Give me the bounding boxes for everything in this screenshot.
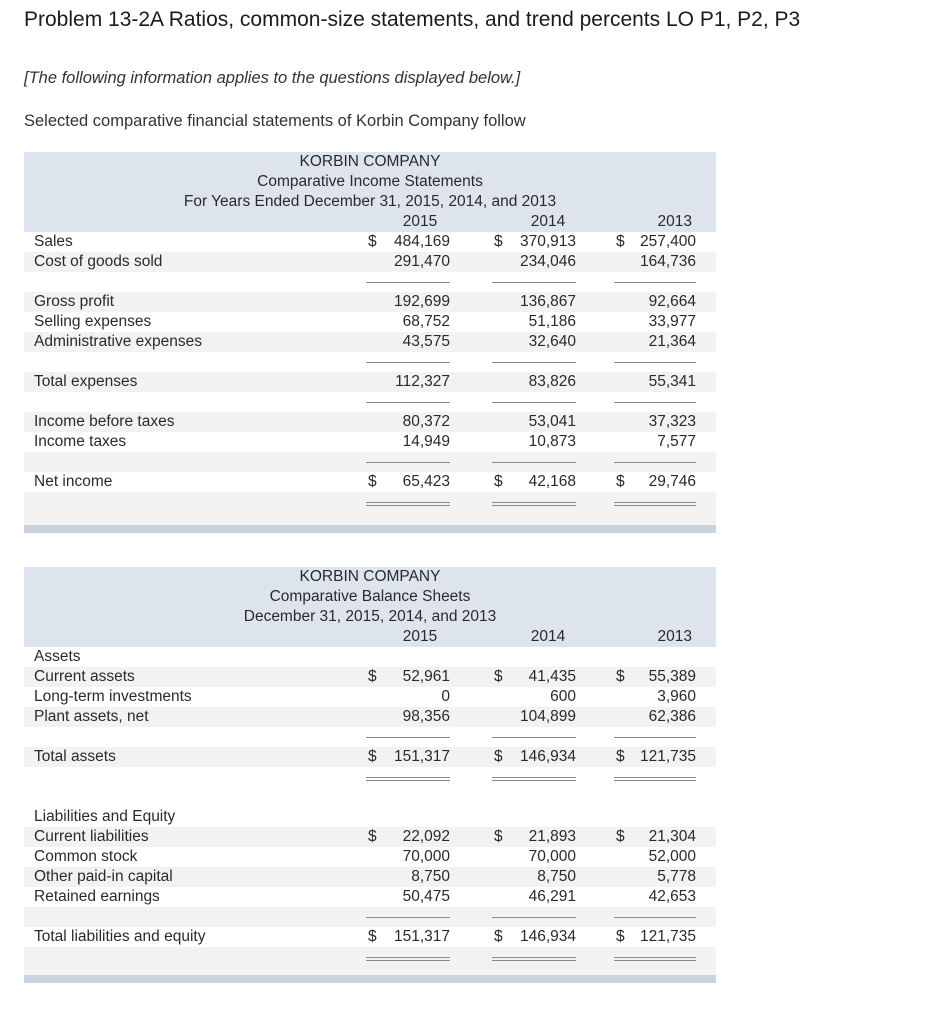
cell-value: 32,640 bbox=[528, 333, 576, 350]
cell-value: 370,913 bbox=[519, 233, 576, 250]
page-title: Problem 13-2A Ratios, common-size statements, and trend percents LO P1, P2, P3 bbox=[24, 8, 801, 31]
income-statement-header bbox=[24, 152, 716, 232]
table-row bbox=[24, 927, 716, 947]
table-row bbox=[24, 432, 716, 452]
cell-value: 21,364 bbox=[648, 333, 696, 350]
table-end-bar bbox=[24, 525, 716, 533]
table-row bbox=[24, 887, 716, 907]
table-row bbox=[24, 667, 716, 687]
cell-value: 83,826 bbox=[528, 373, 576, 390]
rule-row bbox=[24, 727, 716, 747]
year-header: 2013 bbox=[657, 213, 692, 230]
row-label: Income taxes bbox=[34, 433, 127, 450]
row-label: Total assets bbox=[34, 748, 116, 765]
table-row bbox=[24, 472, 716, 492]
double-rule-row bbox=[24, 492, 716, 525]
cell-value: 10,873 bbox=[528, 433, 576, 450]
double-rule-row bbox=[24, 767, 716, 787]
cell-value: 8,750 bbox=[411, 868, 450, 885]
cell-value: 52,000 bbox=[648, 848, 696, 865]
row-label: Plant assets, net bbox=[34, 708, 149, 725]
table-row bbox=[24, 847, 716, 867]
cell-value: 42,653 bbox=[648, 888, 696, 905]
dollar-sign: $ bbox=[368, 668, 377, 685]
dollar-sign: $ bbox=[616, 668, 625, 685]
table-row bbox=[24, 687, 716, 707]
cell-value: 5,778 bbox=[657, 868, 696, 885]
cell-value: 192,699 bbox=[393, 293, 450, 310]
cell-value: 484,169 bbox=[393, 233, 450, 250]
dollar-sign: $ bbox=[616, 233, 625, 250]
row-label: Net income bbox=[34, 473, 113, 490]
dollar-sign: $ bbox=[368, 473, 377, 490]
rule-row bbox=[24, 272, 716, 292]
table-row bbox=[24, 312, 716, 332]
statement-period: For Years Ended December 31, 2015, 2014, and 2013 bbox=[183, 193, 557, 210]
dollar-sign: $ bbox=[494, 233, 503, 250]
table-row bbox=[24, 707, 716, 727]
table-row bbox=[24, 747, 716, 767]
cell-value: 55,389 bbox=[648, 668, 696, 685]
row-label: Selling expenses bbox=[34, 313, 152, 330]
cell-value: 52,961 bbox=[402, 668, 450, 685]
row-label: Sales bbox=[34, 233, 73, 250]
cell-value: 234,046 bbox=[519, 253, 576, 270]
balance-sheet-header bbox=[24, 567, 716, 647]
year-header: 2015 bbox=[402, 213, 438, 230]
row-label: Income before taxes bbox=[34, 413, 175, 430]
dollar-sign: $ bbox=[616, 473, 625, 490]
section-heading-row bbox=[24, 647, 716, 667]
intro-text: Selected comparative financial statements of Korbin Company follow bbox=[24, 112, 526, 130]
cell-value: 21,893 bbox=[528, 828, 576, 845]
cell-value: 7,577 bbox=[657, 433, 696, 450]
dollar-sign: $ bbox=[616, 928, 625, 945]
dollar-sign: $ bbox=[616, 748, 625, 765]
year-header: 2014 bbox=[530, 213, 566, 230]
cell-value: 53,041 bbox=[528, 413, 576, 430]
row-label: Cost of goods sold bbox=[34, 253, 163, 270]
section-heading: Assets bbox=[34, 648, 81, 665]
table-row bbox=[24, 867, 716, 887]
cell-value: 70,000 bbox=[402, 848, 450, 865]
table-end-bar bbox=[24, 975, 716, 983]
row-label: Current liabilities bbox=[34, 828, 149, 845]
cell-value: 121,735 bbox=[639, 748, 696, 765]
dollar-sign: $ bbox=[494, 928, 503, 945]
dollar-sign: $ bbox=[368, 748, 377, 765]
cell-value: 50,475 bbox=[402, 888, 450, 905]
info-note: [The following information applies to the questions displayed below.] bbox=[24, 69, 521, 87]
rule-row bbox=[24, 452, 716, 472]
row-label: Total expenses bbox=[34, 373, 138, 390]
cell-value: 257,400 bbox=[639, 233, 696, 250]
cell-value: 80,372 bbox=[402, 413, 450, 430]
cell-value: 55,341 bbox=[648, 373, 696, 390]
year-header-row bbox=[24, 212, 716, 232]
cell-value: 8,750 bbox=[537, 868, 576, 885]
cell-value: 121,735 bbox=[639, 928, 696, 945]
row-label: Total liabilities and equity bbox=[34, 928, 206, 945]
dollar-sign: $ bbox=[494, 473, 503, 490]
cell-value: 104,899 bbox=[519, 708, 576, 725]
cell-value: 29,746 bbox=[648, 473, 696, 490]
rule-row bbox=[24, 907, 716, 927]
cell-value: 136,867 bbox=[519, 293, 576, 310]
row-label: Long-term investments bbox=[34, 688, 192, 705]
year-header: 2015 bbox=[402, 628, 438, 645]
cell-value: 43,575 bbox=[402, 333, 450, 350]
year-header: 2014 bbox=[530, 628, 566, 645]
row-label: Retained earnings bbox=[34, 888, 160, 905]
cell-value: 62,386 bbox=[648, 708, 696, 725]
cell-value: 68,752 bbox=[402, 313, 450, 330]
cell-value: 21,304 bbox=[648, 828, 696, 845]
cell-value: 46,291 bbox=[528, 888, 576, 905]
income-statement-table bbox=[24, 152, 716, 533]
rule-row bbox=[24, 392, 716, 412]
balance-sheet-table bbox=[24, 567, 716, 983]
cell-value: 291,470 bbox=[393, 253, 450, 270]
table-row bbox=[24, 332, 716, 352]
cell-value: 98,356 bbox=[402, 708, 450, 725]
cell-value: 42,168 bbox=[528, 473, 576, 490]
dollar-sign: $ bbox=[368, 828, 377, 845]
cell-value: 112,327 bbox=[395, 373, 450, 390]
table-row bbox=[24, 252, 716, 272]
table-row bbox=[24, 232, 716, 252]
dollar-sign: $ bbox=[494, 828, 503, 845]
cell-value: 146,934 bbox=[519, 748, 576, 765]
table-row bbox=[24, 412, 716, 432]
cell-value: 22,092 bbox=[402, 828, 450, 845]
dollar-sign: $ bbox=[494, 748, 503, 765]
cell-value: 600 bbox=[550, 688, 576, 705]
dollar-sign: $ bbox=[494, 668, 503, 685]
cell-value: 65,423 bbox=[402, 473, 450, 490]
statement-name: Comparative Income Statements bbox=[257, 173, 483, 190]
cell-value: 14,949 bbox=[402, 433, 450, 450]
company-name: KORBIN COMPANY bbox=[299, 568, 441, 585]
cell-value: 151,317 bbox=[393, 928, 450, 945]
rule-row bbox=[24, 352, 716, 372]
table-row bbox=[24, 372, 716, 392]
dollar-sign: $ bbox=[616, 828, 625, 845]
cell-value: 146,934 bbox=[519, 928, 576, 945]
cell-value: 51,186 bbox=[528, 313, 576, 330]
cell-value: 37,323 bbox=[648, 413, 696, 430]
cell-value: 3,960 bbox=[657, 688, 696, 705]
cell-value: 92,664 bbox=[648, 293, 696, 310]
cell-value: 151,317 bbox=[393, 748, 450, 765]
year-header-row bbox=[24, 627, 716, 647]
cell-value: 0 bbox=[441, 688, 450, 705]
section-heading-row bbox=[24, 807, 716, 827]
double-rule-row bbox=[24, 947, 716, 975]
dollar-sign: $ bbox=[368, 928, 377, 945]
cell-value: 70,000 bbox=[528, 848, 576, 865]
statement-period: December 31, 2015, 2014, and 2013 bbox=[243, 608, 497, 625]
company-name: KORBIN COMPANY bbox=[299, 153, 441, 170]
cell-value: 164,736 bbox=[639, 253, 696, 270]
table-row bbox=[24, 827, 716, 847]
cell-value: 33,977 bbox=[648, 313, 696, 330]
year-header: 2013 bbox=[657, 628, 692, 645]
cell-value: 41,435 bbox=[528, 668, 576, 685]
section-heading: Liabilities and Equity bbox=[34, 808, 176, 825]
dollar-sign: $ bbox=[368, 233, 377, 250]
statement-name: Comparative Balance Sheets bbox=[269, 588, 471, 605]
row-label: Other paid-in capital bbox=[34, 868, 173, 885]
row-label: Common stock bbox=[34, 848, 138, 865]
row-label: Current assets bbox=[34, 668, 135, 685]
row-label: Administrative expenses bbox=[34, 333, 202, 350]
row-label: Gross profit bbox=[34, 293, 115, 310]
table-row bbox=[24, 292, 716, 312]
